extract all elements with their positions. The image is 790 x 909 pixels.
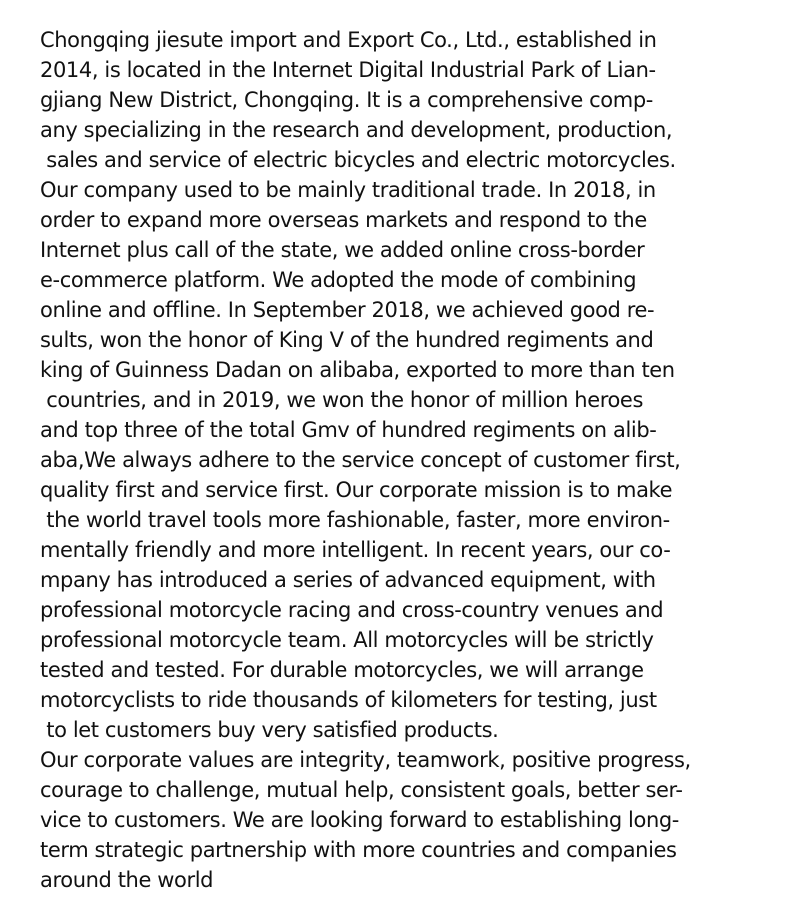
text-line-27: vice to customers. We are looking forward to establishing long- — [40, 808, 679, 832]
text-line-21: professional motorcycle team. All motorcycles will be strictly — [40, 628, 654, 652]
text-line-23: motorcyclists to ride thousands of kilometers for testing, just — [40, 688, 657, 712]
text-line-10: online and offline. In September 2018, we achieved good re- — [40, 298, 655, 322]
text-line-6: Our company used to be mainly traditional trade. In 2018, in — [40, 178, 656, 202]
text-line-26: courage to challenge, mutual help, consistent goals, better ser- — [40, 778, 683, 802]
text-line-5: sales and service of electric bicycles and electric motorcycles. — [40, 148, 676, 172]
text-line-9: e-commerce platform. We adopted the mode of combining — [40, 268, 637, 292]
text-line-24: to let customers buy very satisfied products. — [40, 718, 499, 742]
text-line-17: the world travel tools more fashionable, faster, more environ- — [40, 508, 670, 532]
text-line-3: gjiang New District, Chongqing. It is a comprehensive comp- — [40, 88, 653, 112]
text-line-22: tested and tested. For durable motorcycles, we will arrange — [40, 658, 644, 682]
text-line-15: aba,We always adhere to the service concept of customer first, — [40, 448, 681, 472]
text-line-14: and top three of the total Gmv of hundred regiments on alib- — [40, 418, 657, 442]
text-line-18: mentally friendly and more intelligent. In recent years, our co- — [40, 538, 671, 562]
text-line-8: Internet plus call of the state, we added online cross-border — [40, 238, 645, 262]
text-line-19: mpany has introduced a series of advanced equipment, with — [40, 568, 656, 592]
text-line-1: Chongqing jiesute import and Export Co., Ltd., established in — [40, 28, 657, 52]
text-line-20: professional motorcycle racing and cross-country venues and — [40, 598, 664, 622]
text-line-12: king of Guinness Dadan on alibaba, exported to more than ten — [40, 358, 675, 382]
text-line-25: Our corporate values are integrity, teamwork, positive progress, — [40, 748, 691, 772]
text-line-11: sults, won the honor of King V of the hundred regiments and — [40, 328, 654, 352]
text-line-29: around the world — [40, 868, 214, 892]
text-line-13: countries, and in 2019, we won the honor of million heroes — [40, 388, 643, 412]
text-line-28: term strategic partnership with more countries and companies — [40, 838, 677, 862]
text-line-4: any specializing in the research and development, production, — [40, 118, 673, 142]
company-profile-text — [40, 25, 780, 895]
text-line-7: order to expand more overseas markets and respond to the — [40, 208, 647, 232]
text-line-2: 2014, is located in the Internet Digital Industrial Park of Lian- — [40, 58, 656, 82]
text-line-16: quality first and service first. Our corporate mission is to make — [40, 478, 673, 502]
